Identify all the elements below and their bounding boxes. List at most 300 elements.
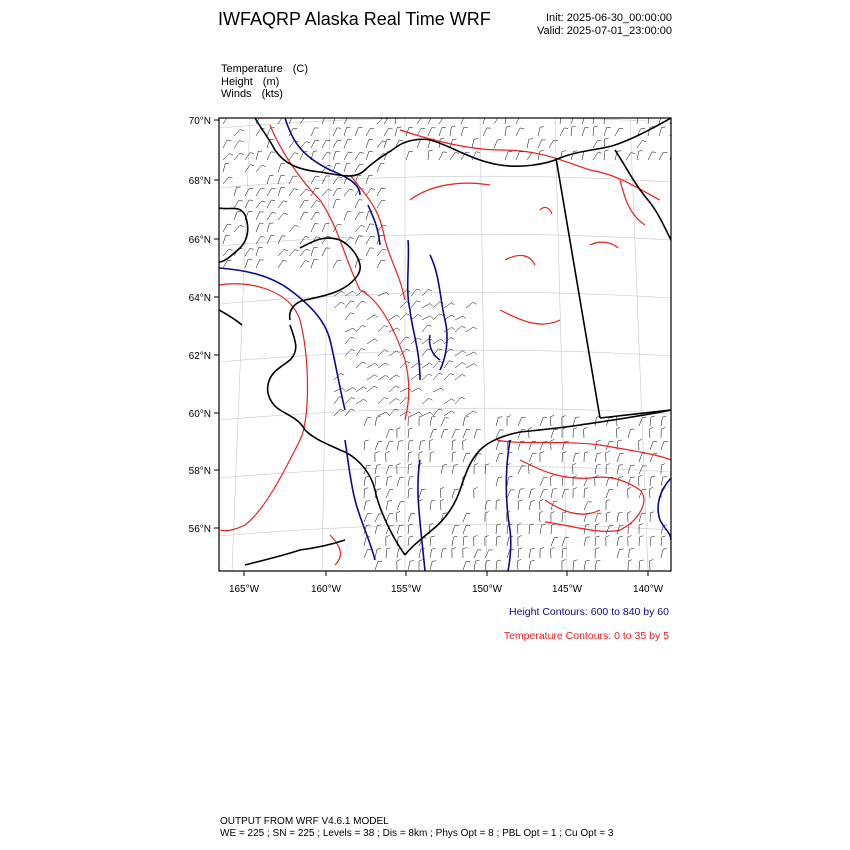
wind-barb-flag <box>605 138 609 139</box>
wind-barb <box>529 501 531 510</box>
wind-barb <box>430 417 432 426</box>
wind-barb <box>617 549 620 558</box>
wind-barb <box>397 525 400 534</box>
wind-barb-flag <box>638 439 642 441</box>
wind-barb-flag <box>338 188 342 189</box>
wind-barb <box>345 398 351 405</box>
wind-barb <box>386 430 389 438</box>
wind-barb-flag <box>619 465 623 466</box>
wind-barb-flag <box>430 304 433 307</box>
wind-barb-flag <box>239 200 243 201</box>
lon-label: 155°W <box>390 584 422 595</box>
model-footer <box>220 816 613 840</box>
wind-barb <box>311 201 316 208</box>
wind-barb-flag <box>616 427 620 429</box>
wind-barb <box>367 363 375 368</box>
temperature-contour <box>520 460 644 531</box>
wind-barb <box>661 417 662 426</box>
wind-barb-flag <box>562 560 566 562</box>
wind-barb <box>638 441 639 450</box>
wind-barb-flag <box>597 441 601 442</box>
wind-barb <box>289 176 293 184</box>
wind-barb-flag <box>606 464 610 465</box>
wind-barb <box>430 430 433 438</box>
wind-barb <box>256 212 260 220</box>
wind-barb <box>659 152 663 160</box>
wind-barb-flag <box>429 439 433 441</box>
wind-barb-flag <box>506 126 510 127</box>
wind-barb-flag <box>452 548 456 550</box>
wind-barb <box>322 248 326 256</box>
wind-barb <box>267 200 271 208</box>
wind-barb <box>650 561 651 570</box>
wind-barb-flag <box>651 536 655 537</box>
wind-barb-flag <box>563 452 567 453</box>
wind-barb-flag <box>360 212 364 213</box>
wind-barb-flag <box>419 412 422 415</box>
wind-barb <box>355 225 361 232</box>
lat-label: 64°N <box>188 293 211 304</box>
wind-barb <box>422 363 429 368</box>
wind-barb <box>639 454 642 463</box>
wind-barb-flag <box>562 416 566 418</box>
wind-barb <box>659 115 661 124</box>
wind-barb <box>411 388 419 392</box>
wind-barb-flag <box>440 487 444 489</box>
wind-barb <box>408 489 409 498</box>
wind-barb <box>606 513 607 522</box>
wind-barb-flag <box>365 440 369 441</box>
wind-barb-flag <box>364 399 367 401</box>
lon-label: 140°W <box>632 584 664 595</box>
wind-barb-flag <box>439 409 443 410</box>
wind-barb <box>267 236 271 244</box>
wind-barb-flag <box>364 488 368 489</box>
wind-barb-flag <box>462 351 465 353</box>
wind-barb-flag <box>306 189 310 191</box>
wind-barb-flag <box>649 487 653 489</box>
wind-barb <box>364 514 368 522</box>
wind-barb-flag <box>348 152 352 153</box>
wind-barb-flag <box>584 452 588 453</box>
wind-barb <box>518 489 520 498</box>
wind-barb-flag <box>396 398 400 400</box>
wind-barb-flag <box>474 488 478 490</box>
wind-barb <box>364 477 365 486</box>
temperature-contour <box>540 207 552 214</box>
wind-barb <box>223 224 227 232</box>
wind-barb-flag <box>240 153 244 154</box>
wind-barb <box>289 141 294 148</box>
lat-label: 56°N <box>188 524 211 535</box>
wind-barb <box>333 140 337 148</box>
wind-barb-flag <box>406 337 410 338</box>
wind-barb <box>234 225 240 232</box>
wind-barb-flag <box>389 117 393 118</box>
wind-barb <box>444 303 451 308</box>
wind-barb-flag <box>641 128 645 129</box>
wind-barb <box>560 128 564 136</box>
wind-barb-flag <box>618 440 622 441</box>
wind-barb-flag <box>350 189 354 190</box>
wind-barb <box>395 115 397 124</box>
wind-barb-flag <box>450 374 454 376</box>
wind-barb <box>333 128 337 136</box>
wind-barb-flag <box>304 212 308 213</box>
wind-barb-flag <box>594 126 598 127</box>
wind-barb-flag <box>432 416 436 417</box>
wind-barb-flag <box>642 141 646 142</box>
height-contour-note: Height Contours: 600 to 840 by 60 <box>509 606 669 618</box>
wind-barb-flag <box>284 213 288 214</box>
wind-barb <box>455 363 462 369</box>
wind-barb <box>648 127 650 136</box>
field-temperature: Temperature (C) <box>221 63 309 75</box>
wind-barb <box>408 561 410 570</box>
wind-barb-flag <box>487 500 491 501</box>
wind-barb-flag <box>463 548 467 550</box>
wind-barb <box>397 502 400 510</box>
wind-barb <box>422 316 430 320</box>
wind-barb <box>452 489 455 498</box>
wind-barb <box>256 151 258 160</box>
wind-barb-flag <box>340 374 344 376</box>
wind-barb <box>595 417 597 426</box>
wind-barb <box>606 478 609 487</box>
wind-barb <box>661 477 663 486</box>
wind-barb <box>223 163 225 172</box>
wind-barb <box>377 260 381 268</box>
wind-barb-flag <box>573 428 577 429</box>
wind-barb-flag <box>362 325 366 327</box>
wind-barb <box>518 501 519 510</box>
wind-barb <box>386 442 389 450</box>
wind-barb <box>571 151 573 160</box>
wind-barb <box>322 176 326 184</box>
wind-barb <box>234 141 239 148</box>
wind-barb <box>378 350 384 356</box>
wind-barb-flag <box>529 427 533 429</box>
wind-barb-flag <box>406 361 410 363</box>
wind-barb-flag <box>375 452 379 454</box>
wind-barb-flag <box>465 417 469 418</box>
wind-barb-flag <box>628 487 632 489</box>
wind-barb-flag <box>283 260 287 261</box>
wind-barb <box>507 537 509 546</box>
wind-barb-flag <box>418 315 421 317</box>
wind-barb-flag <box>551 547 555 549</box>
wind-barb-flag <box>551 512 555 514</box>
wind-barb-flag <box>295 249 299 251</box>
wind-barb <box>615 128 619 136</box>
wind-barb-flag <box>397 328 400 331</box>
wind-barb-flag <box>650 559 654 561</box>
wind-barb-flag <box>550 415 554 417</box>
wind-barb-flag <box>398 536 402 537</box>
wind-barb <box>386 514 389 522</box>
wind-barb <box>422 398 429 404</box>
wind-barb-flag <box>531 501 535 502</box>
wind-barb-flag <box>497 536 501 537</box>
wind-barb <box>397 477 400 486</box>
wind-barb-flag <box>432 116 436 117</box>
wind-barb-flag <box>651 416 655 417</box>
wind-barb <box>584 502 588 510</box>
wind-barb-flag <box>430 316 433 319</box>
wind-barb <box>582 128 585 137</box>
wind-barb-flag <box>409 440 413 441</box>
wind-barb <box>595 465 597 474</box>
wind-barb <box>400 388 408 392</box>
wind-barb-flag <box>485 536 489 538</box>
wind-barb-flag <box>520 128 524 129</box>
wind-barb <box>375 465 377 474</box>
wind-barb <box>637 115 638 124</box>
wind-barb <box>267 175 270 184</box>
wind-barb-flag <box>432 548 436 549</box>
wind-barb <box>367 339 374 344</box>
wind-barb-flag <box>371 189 375 190</box>
wind-barb-flag <box>473 302 477 304</box>
height-contour <box>345 440 375 560</box>
wind-barb-flag <box>441 388 444 391</box>
wind-barb <box>366 248 370 256</box>
wind-barb-flag <box>443 548 447 549</box>
wind-barb <box>311 176 315 184</box>
wind-barb-flag <box>261 116 265 117</box>
wind-barb <box>604 127 607 136</box>
wind-barb <box>289 189 294 196</box>
wind-barb <box>311 212 316 220</box>
wind-barb-flag <box>250 165 254 166</box>
wind-barb <box>452 537 454 546</box>
wind-barb-flag <box>228 260 232 261</box>
temperature-contour <box>270 125 409 420</box>
wind-barb <box>345 337 351 344</box>
wind-barb-flag <box>386 536 390 538</box>
wind-barb-flag <box>283 116 287 117</box>
wind-barb <box>529 454 532 462</box>
wind-barb <box>595 453 597 462</box>
wind-barb-flag <box>463 316 466 319</box>
wind-barb-flag <box>262 165 266 166</box>
wind-barb-flag <box>429 374 433 376</box>
wind-barb <box>408 514 411 523</box>
wind-barb-flag <box>617 151 621 152</box>
wind-barb <box>433 361 439 368</box>
wind-barb-flag <box>662 536 666 537</box>
wind-barb <box>389 375 396 380</box>
wind-barb <box>461 116 465 124</box>
wind-barb-flag <box>360 152 364 153</box>
latitude-labels <box>189 116 211 535</box>
wind-barb-flag <box>595 548 599 549</box>
wind-barb <box>289 225 295 232</box>
wind-barb <box>540 490 544 498</box>
wind-barb-flag <box>561 114 565 115</box>
wind-barb-flag <box>399 140 403 141</box>
wind-barb <box>300 212 304 220</box>
wind-barb-flag <box>377 489 381 490</box>
wind-barb-flag <box>377 416 381 417</box>
wind-barb <box>377 164 380 172</box>
wind-barb <box>223 154 229 161</box>
wind-barb <box>551 429 554 438</box>
wind-barb-flag <box>443 465 447 466</box>
wind-barb <box>311 140 315 148</box>
wind-barb <box>540 525 542 534</box>
wind-barb-flag <box>351 337 355 338</box>
wind-barb-flag <box>432 561 436 562</box>
wind-barb <box>573 465 574 474</box>
wind-barb <box>593 140 598 148</box>
wind-barb-flag <box>366 501 370 502</box>
wind-barb <box>496 561 497 570</box>
wind-barb <box>617 454 620 463</box>
wind-barb <box>364 537 366 546</box>
wind-barb-flag <box>539 511 543 513</box>
wind-barb-flag <box>440 138 444 139</box>
wind-barb-flag <box>638 114 642 115</box>
wind-barb-flag <box>381 188 385 189</box>
wind-barb <box>267 152 271 160</box>
wind-barb <box>356 387 363 392</box>
wind-barb-flag <box>375 363 378 365</box>
wind-barb-flag <box>628 536 632 538</box>
wind-barb-flag <box>283 201 287 202</box>
wind-barb <box>617 441 618 450</box>
wind-barb-flag <box>408 464 412 465</box>
wind-barb-flag <box>338 177 342 178</box>
wind-barb <box>433 373 439 380</box>
wind-barb-flag <box>518 536 522 538</box>
lat-label: 58°N <box>188 466 211 477</box>
wind-barb-flag <box>342 291 345 293</box>
wind-barb <box>562 453 563 462</box>
wind-barb <box>562 538 565 547</box>
wind-barb <box>450 153 455 161</box>
wind-barb-flag <box>406 349 410 350</box>
wind-barb-flag <box>408 416 412 417</box>
wind-barb <box>375 562 378 571</box>
wind-barb-flag <box>597 464 601 465</box>
wind-barb-flag <box>450 349 454 350</box>
wind-barb-flag <box>551 439 555 441</box>
wind-barb-flag <box>294 153 298 154</box>
wind-barb <box>463 430 466 438</box>
wind-barb <box>617 513 619 522</box>
wind-barb <box>300 249 306 256</box>
wind-barb <box>333 260 337 268</box>
wind-barb <box>377 188 381 196</box>
wind-barb <box>505 115 507 124</box>
wind-barb-flag <box>605 114 609 115</box>
wind-barb <box>322 140 326 148</box>
wind-barb <box>267 128 271 136</box>
wind-barb-flag <box>540 127 544 128</box>
wind-barb-flag <box>639 151 643 152</box>
wind-barb <box>422 374 429 380</box>
wind-barb <box>455 397 461 404</box>
wind-barb-flag <box>451 303 454 305</box>
wind-barb <box>584 561 586 570</box>
wind-barb-flag <box>396 375 399 377</box>
wind-barb <box>649 429 650 438</box>
wind-barb <box>433 339 441 344</box>
wind-barb-flag <box>409 524 413 525</box>
wind-barb <box>472 139 474 148</box>
wind-barb <box>345 388 353 393</box>
wind-barb <box>344 152 348 160</box>
wind-barb-flag <box>461 397 465 398</box>
wind-barb-flag <box>596 536 600 537</box>
wind-barb <box>650 537 651 546</box>
wind-barb-flag <box>428 325 432 326</box>
wind-barb <box>256 188 261 196</box>
wind-barb-flag <box>382 200 386 201</box>
wind-barb <box>267 223 270 232</box>
wind-barb <box>345 301 351 308</box>
wind-barb-flag <box>540 151 544 152</box>
wind-barb <box>562 513 563 522</box>
lon-label: 150°W <box>471 584 503 595</box>
wind-barb <box>278 213 284 220</box>
wind-barb-flag <box>361 349 365 350</box>
wind-barb <box>593 152 598 160</box>
wind-barb <box>540 478 544 486</box>
wind-barb-flag <box>598 152 602 153</box>
height-contour <box>368 205 380 245</box>
wind-barb-flag <box>586 524 590 525</box>
wind-barb-flag <box>409 536 413 537</box>
wind-barb <box>355 200 359 208</box>
wind-barb <box>474 550 478 558</box>
wind-barb <box>444 327 452 332</box>
wind-barb-flag <box>374 315 377 317</box>
temperature-contour <box>500 310 560 324</box>
wind-barb <box>551 538 554 546</box>
wind-barb-flag <box>440 314 444 316</box>
wind-barb <box>628 429 631 438</box>
wind-barb <box>455 351 462 356</box>
wind-barb-flag <box>650 512 654 513</box>
wind-barb <box>507 441 508 450</box>
temperature-contour <box>219 284 308 531</box>
wind-barb-flag <box>519 500 523 501</box>
lon-label: 145°W <box>551 584 583 595</box>
wind-barb <box>333 151 336 160</box>
wind-barb-flag <box>306 142 310 144</box>
wind-barb <box>408 537 409 546</box>
wind-barb <box>377 249 383 256</box>
wind-barb <box>419 489 422 498</box>
wind-barb <box>527 139 529 148</box>
wind-barb <box>322 116 325 124</box>
wind-barb <box>408 525 409 534</box>
wind-barb <box>463 454 466 463</box>
wind-barb <box>397 549 399 558</box>
wind-barb <box>444 399 451 404</box>
wind-barb-flag <box>388 501 392 502</box>
wind-barb <box>311 128 315 136</box>
wind-barb-flag <box>520 489 524 490</box>
wind-barb <box>593 127 594 136</box>
wind-barb <box>428 151 429 160</box>
wind-barb <box>518 549 519 558</box>
wind-barb-flag <box>386 292 389 295</box>
wind-barb <box>400 302 406 308</box>
wind-barb <box>378 412 386 416</box>
